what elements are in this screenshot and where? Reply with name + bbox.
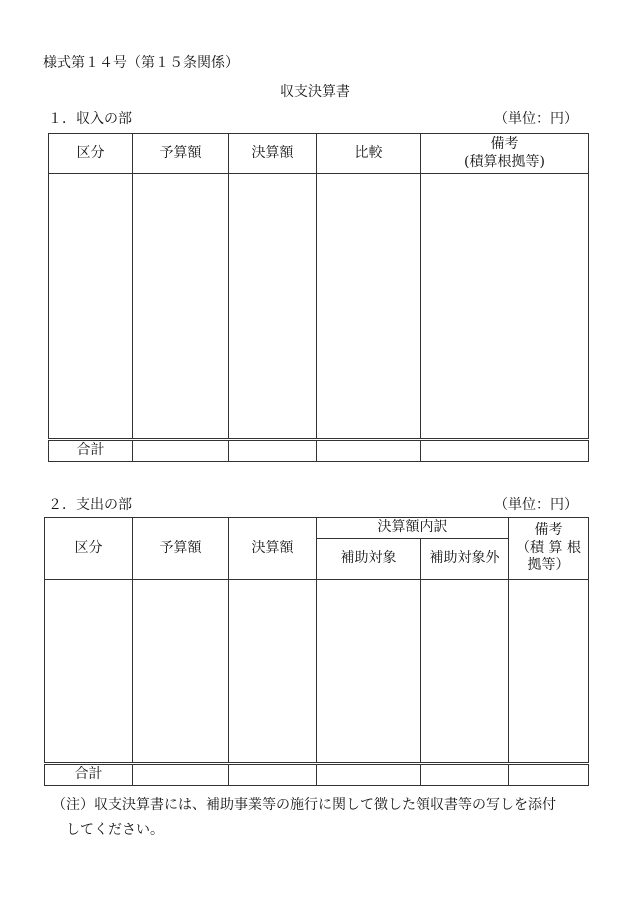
expense-total-remarks[interactable] [509, 764, 589, 786]
expense-header-budget: 予算額 [133, 518, 229, 580]
income-header-settlement: 決算額 [229, 134, 317, 174]
expense-header-settlement: 決算額 [229, 518, 317, 580]
income-total-remarks[interactable] [421, 440, 589, 462]
expense-body-row [45, 580, 589, 764]
note-line-2: してください。 [66, 822, 164, 838]
expense-section-heading: ２．支出の部 [48, 497, 132, 513]
expense-total-settlement[interactable] [229, 764, 317, 786]
income-header-comparison: 比較 [317, 134, 421, 174]
expense-header-subsidized: 補助対象 [317, 539, 421, 580]
form-number: 様式第１４号（第１５条関係） [43, 55, 239, 71]
income-body-row [49, 174, 589, 440]
income-total-comparison[interactable] [317, 440, 421, 462]
income-cell-comparison[interactable] [317, 174, 421, 440]
income-total-settlement[interactable] [229, 440, 317, 462]
income-table [48, 133, 589, 462]
income-section-heading: １．収入の部 [48, 111, 132, 127]
income-cell-category[interactable] [49, 174, 133, 440]
income-total-budget[interactable] [133, 440, 229, 462]
income-header-remarks-line1: 備考 [490, 136, 519, 152]
note-line-1: （注）収支決算書には、補助事業等の施行に関して徴した領収書等の写しを添付 [52, 797, 556, 813]
expense-cell-budget[interactable] [133, 580, 229, 764]
expense-total-non-subsidized[interactable] [421, 764, 509, 786]
expense-header-category: 区分 [45, 518, 133, 580]
income-header-row [49, 134, 589, 174]
income-header-category: 区分 [49, 134, 133, 174]
expense-cell-non-subsidized[interactable] [421, 580, 509, 764]
expense-cell-remarks[interactable] [509, 580, 589, 764]
expense-cell-settlement[interactable] [229, 580, 317, 764]
expense-header-row-1 [45, 518, 589, 539]
expense-table [44, 517, 589, 786]
income-header-remarks [421, 134, 589, 174]
expense-header-remarks-line1: 備考 [534, 522, 563, 539]
income-total-label: 合計 [49, 440, 133, 462]
income-header-budget: 予算額 [133, 134, 229, 174]
income-unit-label: （単位：円） [494, 111, 578, 127]
expense-header-remarks-line2: （積 算 根 [516, 539, 581, 556]
expense-header-remarks-line3: 拠等） [527, 557, 570, 574]
expense-total-subsidized[interactable] [317, 764, 421, 786]
expense-unit-label: （単位：円） [494, 497, 578, 513]
expense-total-row [45, 764, 589, 786]
income-cell-remarks[interactable] [421, 174, 589, 440]
document-title: 収支決算書 [280, 84, 350, 100]
income-header-remarks-line2: (積算根拠等) [464, 153, 545, 170]
expense-total-label: 合計 [45, 764, 133, 786]
expense-cell-category[interactable] [45, 580, 133, 764]
expense-cell-subsidized[interactable] [317, 580, 421, 764]
expense-header-non-subsidized: 補助対象外 [421, 539, 509, 580]
income-cell-settlement[interactable] [229, 174, 317, 440]
income-total-row [49, 440, 589, 462]
expense-header-remarks [509, 518, 589, 580]
expense-total-budget[interactable] [133, 764, 229, 786]
income-cell-budget[interactable] [133, 174, 229, 440]
expense-header-breakdown: 決算額内訳 [317, 518, 509, 539]
